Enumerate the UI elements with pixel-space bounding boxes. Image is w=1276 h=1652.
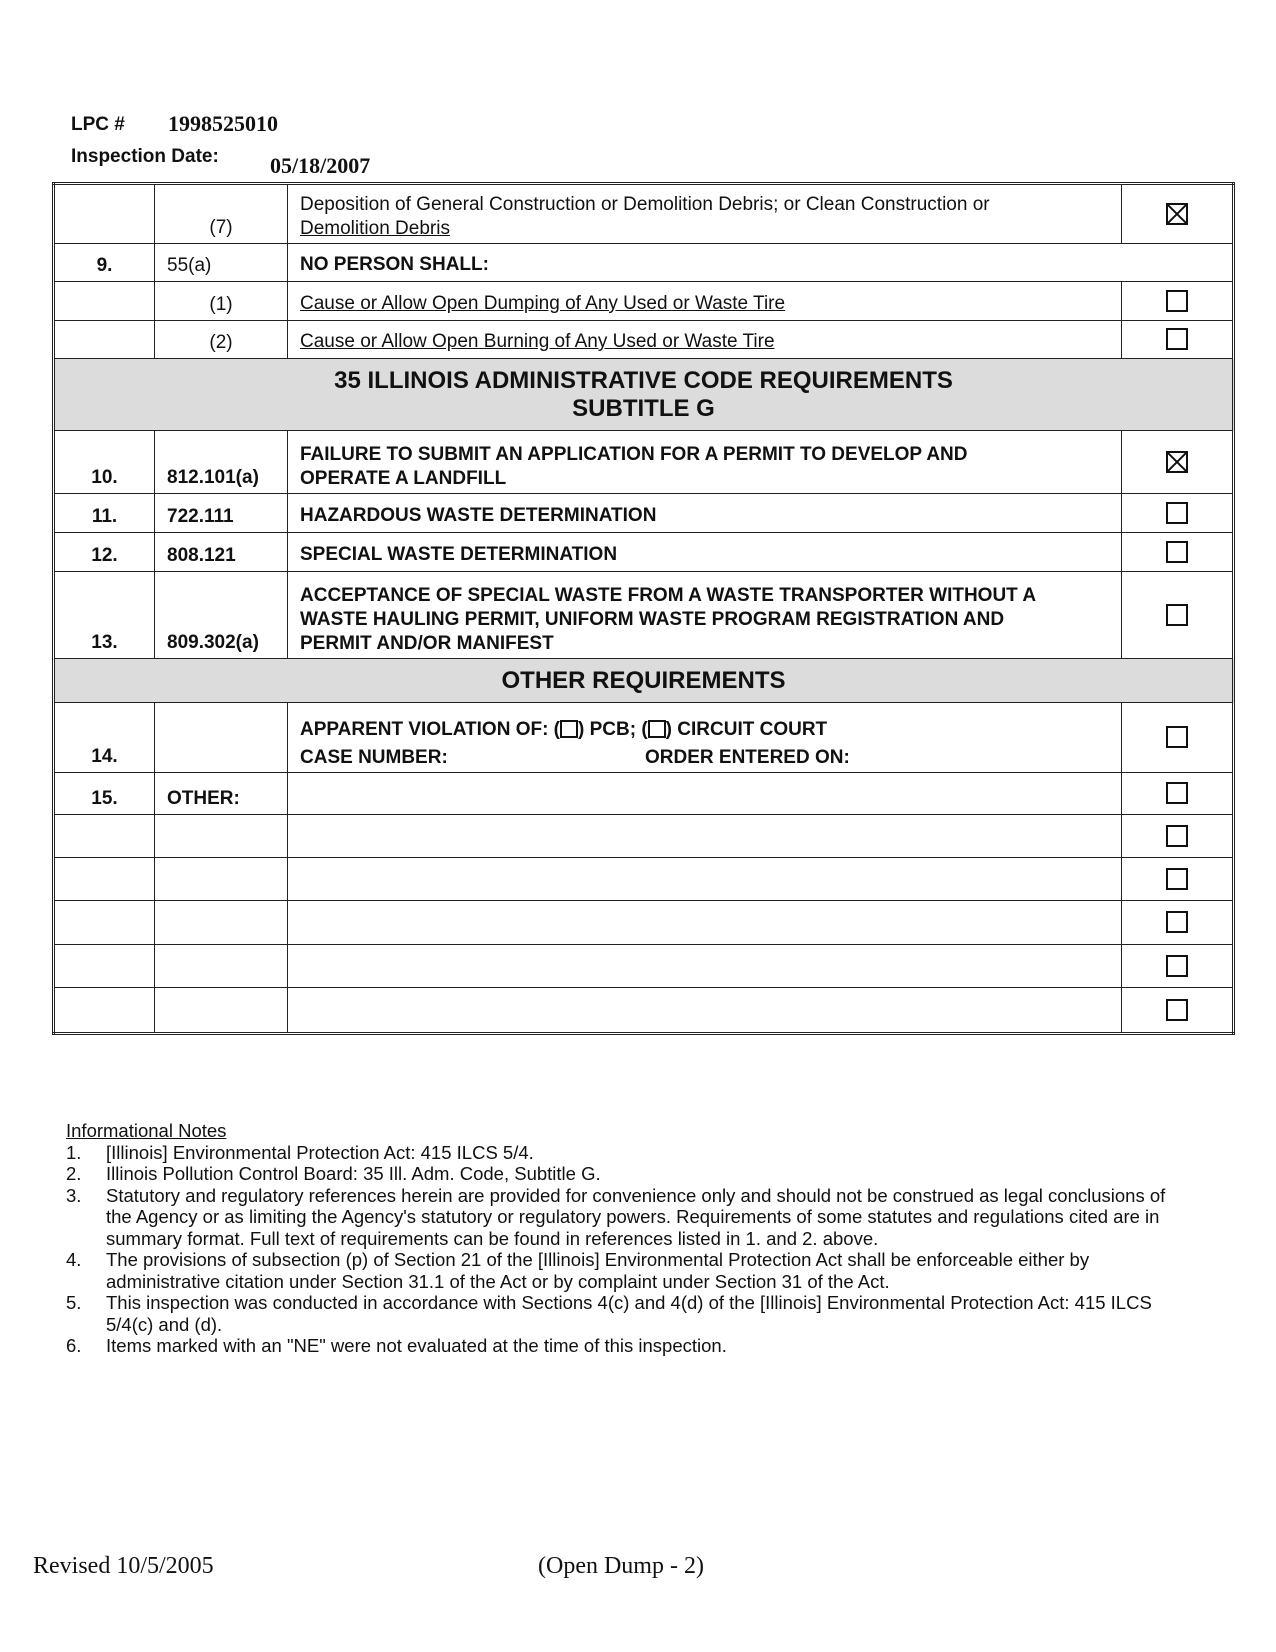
checkbox-cell	[1122, 321, 1234, 359]
blank-row	[54, 945, 1234, 988]
sub-section: (7)	[155, 184, 288, 244]
description: HAZARDOUS WASTE DETERMINATION	[288, 494, 1122, 533]
row-9-2	[54, 321, 1234, 359]
description: Deposition of General Construction or Demolition Debris; or Clean Construction or Demolition Debris	[288, 184, 1122, 244]
checkbox-cell	[1122, 431, 1234, 494]
page-label: (Open Dump - 2)	[538, 1553, 704, 1579]
lpc-label: LPC #	[71, 114, 125, 135]
row-12	[54, 533, 1234, 572]
checkbox[interactable]	[1166, 604, 1188, 626]
checkbox[interactable]	[1166, 955, 1188, 977]
pcb-checkbox[interactable]	[560, 720, 578, 738]
notes-title: Informational Notes	[66, 1120, 227, 1141]
case-number-label: CASE NUMBER:	[300, 747, 448, 768]
section-ref: 722.111	[155, 494, 288, 533]
item-number: 10.	[54, 431, 155, 494]
checkbox[interactable]	[1166, 290, 1188, 312]
item-number: 13.	[54, 572, 155, 659]
checkbox[interactable]	[1166, 541, 1188, 563]
description: Cause or Allow Open Burning of Any Used or Waste Tire	[288, 321, 1122, 359]
section-ref	[155, 703, 288, 773]
num-cell	[54, 321, 155, 359]
note-item: 4. The provisions of subsection (p) of Section 21 of the [Illinois] Environmental Protection Act shall be enforceable either by administrative citation under Section 31.1 of the Act or by complaint under Section 31 of the Act.	[66, 1249, 1090, 1292]
description: APPARENT VIOLATION OF: ( ) PCB; ( ) CIRCUIT COURT CASE NUMBER: ORDER ENTERED ON:	[288, 703, 1122, 773]
row-13	[54, 572, 1234, 659]
checkbox-cell	[1122, 184, 1234, 244]
item-number: 9.	[54, 244, 155, 282]
section-ref: 812.101(a)	[155, 431, 288, 494]
checkbox[interactable]	[1166, 782, 1188, 804]
row-15	[54, 773, 1234, 815]
checkbox[interactable]	[1166, 911, 1188, 933]
sub-section: (2)	[155, 321, 288, 359]
description: SPECIAL WASTE DETERMINATION	[288, 533, 1122, 572]
checklist-table	[52, 182, 1235, 1035]
note-item: 5. This inspection was conducted in accordance with Sections 4(c) and 4(d) of the [Illinois] Environmental Protection Act: 415 ILCS 5/4(c) and (d).	[66, 1292, 1152, 1335]
checkbox[interactable]	[1166, 999, 1188, 1021]
note-item: 2. Illinois Pollution Control Board: 35 Ill. Adm. Code, Subtitle G.	[66, 1163, 601, 1184]
description: ACCEPTANCE OF SPECIAL WASTE FROM A WASTE TRANSPORTER WITHOUT A WASTE HAULING PERMIT, UNIFORM WASTE PROGRAM REGISTRATION AND PERMIT AND/OR MANIFEST	[288, 572, 1122, 659]
checkbox-cell	[1122, 703, 1234, 773]
item-number: 12.	[54, 533, 155, 572]
section-band-35iac	[54, 359, 1234, 431]
inspection-date: 05/18/2007	[270, 153, 371, 178]
row-7	[54, 184, 1234, 244]
checkbox-cell	[1122, 773, 1234, 815]
row-14	[54, 703, 1234, 773]
revised-date: Revised 10/5/2005	[33, 1553, 214, 1579]
item-number: 15.	[54, 773, 155, 815]
band-subtitle: SUBTITLE G	[572, 394, 715, 422]
num-cell	[54, 282, 155, 321]
blank-row	[54, 858, 1234, 901]
checkbox-cell	[1122, 282, 1234, 321]
section-ref: 808.121	[155, 533, 288, 572]
blank-row	[54, 988, 1234, 1034]
blank-row	[54, 815, 1234, 858]
informational-notes	[66, 1120, 1186, 1357]
band-title: 35 ILLINOIS ADMINISTRATIVE CODE REQUIREMENTS	[334, 366, 953, 394]
checkbox[interactable]	[1166, 726, 1188, 748]
section-ref: 55(a)	[155, 244, 288, 282]
item-number: 11.	[54, 494, 155, 533]
sub-section: (1)	[155, 282, 288, 321]
description: Cause or Allow Open Dumping of Any Used or Waste Tire	[288, 282, 1122, 321]
num-cell	[54, 184, 155, 244]
note-item: 6. Items marked with an "NE" were not evaluated at the time of this inspection.	[66, 1335, 727, 1356]
note-item: 3. Statutory and regulatory references herein are provided for convenience only and should not be construed as legal conclusions of the Agency or as limiting the Agency's statutory or regulatory powers. Requirements of some statutes and regulations cited are in summary format. Full text of requirements can be found in references listed in 1. and 2. above.	[66, 1184, 1166, 1249]
row-11	[54, 494, 1234, 533]
row-9	[54, 244, 1234, 282]
description: FAILURE TO SUBMIT AN APPLICATION FOR A PERMIT TO DEVELOP AND OPERATE A LANDFILL	[288, 431, 1122, 494]
description[interactable]	[288, 773, 1122, 815]
description: NO PERSON SHALL:	[288, 244, 1234, 282]
checkbox-checked[interactable]	[1166, 451, 1188, 473]
checkbox[interactable]	[1166, 502, 1188, 524]
blank-row	[54, 901, 1234, 945]
inspection-date-label: Inspection Date:	[71, 146, 219, 167]
checkbox-cell	[1122, 533, 1234, 572]
checkbox[interactable]	[1166, 328, 1188, 350]
note-item: 1. [Illinois] Environmental Protection Act: 415 ILCS 5/4.	[66, 1141, 534, 1163]
section-band-other	[54, 659, 1234, 703]
checkbox-cell	[1122, 494, 1234, 533]
checkbox-cell	[1122, 572, 1234, 659]
section-ref: OTHER:	[155, 773, 288, 815]
checkbox-checked[interactable]	[1166, 203, 1188, 225]
checkbox[interactable]	[1166, 825, 1188, 847]
row-10	[54, 431, 1234, 494]
circuit-court-checkbox[interactable]	[648, 720, 666, 738]
lpc-number: 1998525010	[168, 111, 278, 136]
item-number: 14.	[54, 703, 155, 773]
band-title: OTHER REQUIREMENTS	[501, 666, 786, 694]
order-entered-label: ORDER ENTERED ON:	[645, 747, 850, 768]
checkbox[interactable]	[1166, 868, 1188, 890]
row-9-1	[54, 282, 1234, 321]
section-ref: 809.302(a)	[155, 572, 288, 659]
